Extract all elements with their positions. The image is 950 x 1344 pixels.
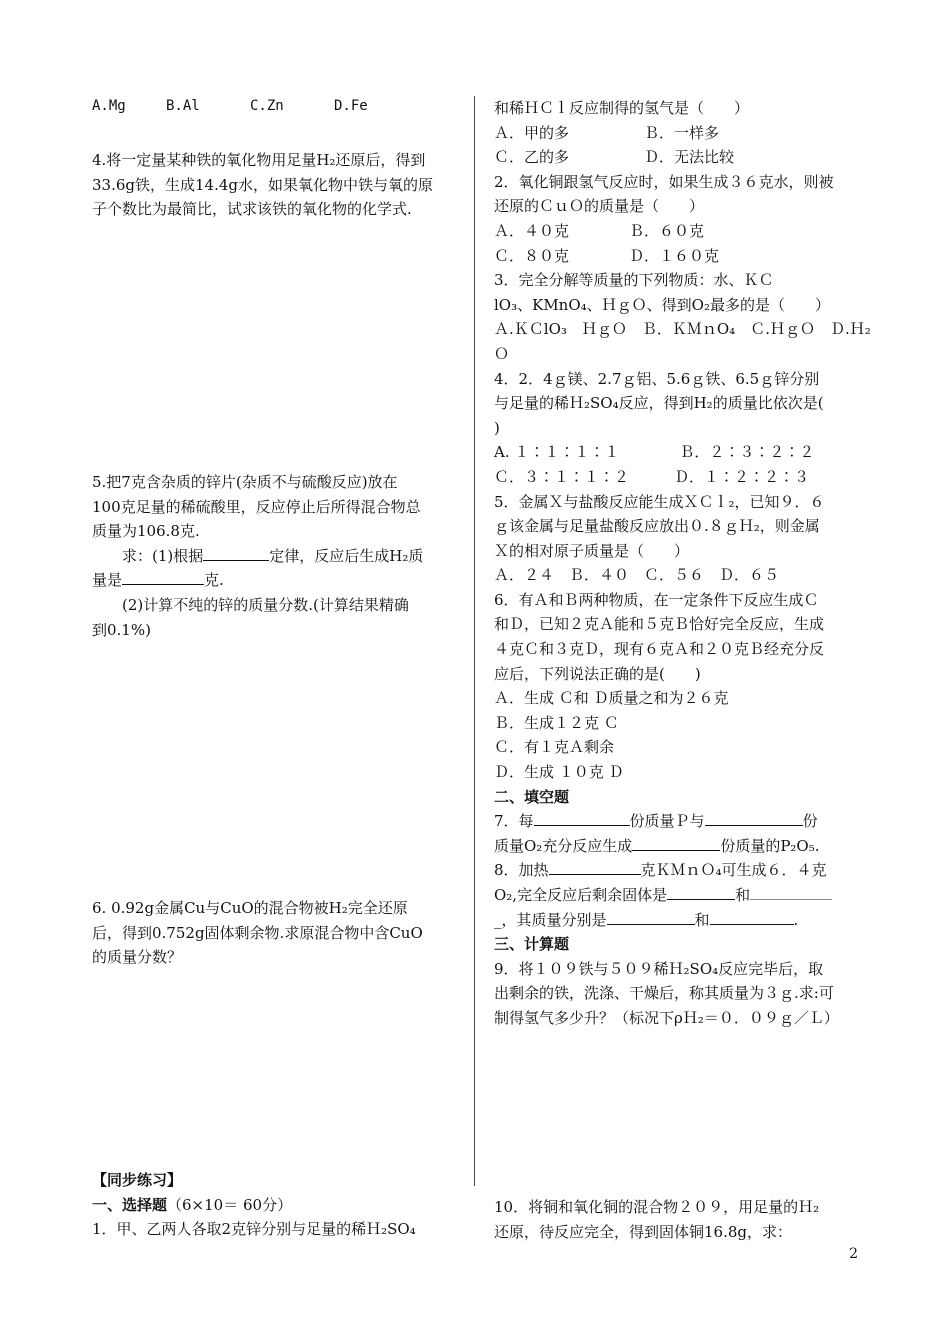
q8-text: . [793,910,799,929]
text-line: A. １∶１∶１∶１ Ｂ．２∶３∶２∶２ [494,443,815,462]
q7-text: 份 [802,812,818,831]
q5-blank-mass[interactable] [122,568,204,585]
question-4 [92,148,464,222]
q8-blank-mass1[interactable] [607,908,695,925]
option-a: A.Mg [92,98,126,114]
q6-line: 6. 0.92g金属Cu与CuO的混合物被H₂完全还原 [92,899,408,917]
option-d: D.Fe [334,98,368,114]
q8-text: _，其质量分别是 [494,910,607,929]
question-6 [92,896,464,970]
q5-sub2-line: 到0.1%) [92,620,151,639]
text-line: Ｃ．乙的多 Ｄ．无法比较 [494,148,735,167]
text-line: Ａ．２４ Ｂ．４０ Ｃ．５６ Ｄ．６５ [494,566,780,585]
q8-text: 和 [694,910,710,929]
text-line: Ｃ．３∶１∶１∶２ Ｄ．１∶２∶２∶３ [494,467,810,486]
q7-blank-p2o5[interactable] [632,834,720,851]
q6-line: 后，得到0.752g固体剩余物.求原混合物中含CuO [92,923,423,942]
q4-line: 子个数比为最简比，试求该铁的氧化物的化学式. [92,200,412,219]
section1-heading [92,1193,464,1218]
q4-line: 4.将一定量某种铁的氧化物用足量H₂还原后，得到 [92,151,426,169]
text-line: Ｏ [494,344,510,363]
section2-title: 二、填空题 [494,787,570,806]
q5-sub1-a: 求：(1)根据 [122,546,204,565]
text-line: 4．2．4ｇ镁、2.7ｇ铝、5.6ｇ铁、6.5ｇ锌分别 [494,369,820,388]
text-line: Ａ．甲的多 Ｂ．一样多 [494,123,720,142]
text-line: 5．金属Ｘ与盐酸反应能生成ＸＣｌ₂，已知９．６ [494,492,825,511]
q8-line3 [494,908,866,933]
option-b: B.Al [166,98,200,114]
section1-score: （6×10＝ 60分） [167,1195,293,1214]
text-line: Ｄ．生成 １０克 Ｄ [494,763,624,782]
text-line: ４克Ｃ和３克Ｄ，现有６克Ａ和２０克Ｂ经充分反 [494,640,825,659]
column-divider [474,96,475,1186]
q8-line2 [494,883,866,908]
text-line: Ａ．４０克 Ｂ．６０克 [494,221,705,240]
q8-text: 克ＫＭｎＯ₄可生成６．４克 [640,861,827,880]
q5-line: 100克足量的稀硫酸里，反应停止后所得混合物总 [92,497,421,516]
q5-sub1-line2 [92,568,464,593]
text-line: 还原的ＣｕＯ的质量是（ ） [494,197,705,216]
q9-line: 出剩余的铁，洗涤、干燥后，称其质量为３ｇ.求:可 [494,984,834,1003]
q7-text: 7．每 [494,812,534,831]
text-line: Ｂ．生成１２克 Ｃ [494,713,619,732]
q8-blank-kmno4[interactable] [549,858,641,875]
text-line: 3．完全分解等质量的下列物质：水、ＫＣ [494,271,774,290]
q5-blank-law[interactable] [203,544,269,561]
q7-blank-o2[interactable] [705,809,803,826]
q5-line: 5.把7克含杂质的锌片(杂质不与硫酸反应)放在 [92,473,398,491]
q4-line: 33.6g铁，生成14.4g水，如果氧化物中铁与氧的原 [92,175,434,194]
q8-text: 8．加热 [494,861,549,880]
q9-line: 9．将１０９铁与５０９稀Ｈ₂SO₄反应完毕后，取 [494,959,824,978]
text-line: lO₃、KMnO₄、ＨｇＯ、得到O₂最多的是（ ） [494,295,830,314]
q8-blank-mass2[interactable] [710,908,794,925]
practice-q1-line: 1．甲、乙两人各取2克锌分别与足量的稀Ｈ₂SO₄ [92,1220,416,1239]
q8-blank-solid2[interactable] [750,883,832,900]
q5-sub1-b: 定律，反应后生成H₂质 [269,546,424,565]
q7-line1 [494,809,866,834]
text-line: Ｃ．８０克 Ｄ．１６０克 [494,246,720,265]
page-number: 2 [849,1246,858,1262]
q7-text: 份质量Ｐ与 [629,812,705,831]
section1-title: 一、选择题 [92,1195,168,1214]
text-line: 2．氧化铜跟氢气反应时，如果生成３６克水，则被 [494,172,834,191]
q9-line: 制得氢气多少升？（标况下ρＨ₂＝０．０９ｇ／Ｌ） [494,1008,839,1027]
question-options-row [92,98,368,114]
right-column-questions [494,96,871,1031]
text-line: Ｃ．有１克Ａ剩余 [494,738,615,757]
sync-practice-title: 【同步练习】 [92,1171,183,1189]
q10-line: 还原，待反应完全，得到固体铜16.8g，求： [494,1222,793,1241]
option-c: C.Zn [250,98,284,114]
text-line: 应后，下列说法正确的是( ) [494,664,701,683]
text-line: 和Ｄ，已知２克Ａ能和５克Ｂ恰好完全反应，生成 [494,615,825,634]
text-line: 和稀ＨＣｌ反应制得的氢气是（ ） [494,99,750,117]
q7-blank-p[interactable] [534,809,630,826]
q8-blank-solid1[interactable] [667,883,735,900]
sync-practice-section [92,1168,464,1242]
q5-sub1-c: 量是 [92,571,123,590]
text-line: Ａ．生成 Ｃ和 Ｄ质量之和为２６克 [494,689,729,708]
q7-line2 [494,834,866,859]
q5-sub2-line: (2)计算不纯的锌的质量分数.(计算结果精确 [122,595,409,614]
text-line: Ａ.ＫＣlO₃ ＨｇＯ Ｂ．ＫＭｎO₄ Ｃ.ＨｇＯ Ｄ.Ｈ₂ [494,320,871,339]
q7-text: 质量O₂充分反应生成 [494,836,633,855]
q7-text: 份质量的P₂O₅. [720,836,820,855]
q5-sub1-line [92,544,464,569]
q8-line1 [494,858,866,883]
q5-sub1-d: 克. [204,571,224,590]
text-line: ) [494,418,500,437]
text-line: ｇ该金属与足量盐酸反应放出０.８ｇＨ₂，则金属 [494,517,820,536]
text-line: 与足量的稀Ｈ₂SO₄反应，得到H₂的质量比依次是( [494,394,824,413]
question-5 [92,470,464,642]
q10-line: 10．将铜和氧化铜的混合物２０９，用足量的Ｈ₂ [494,1198,820,1216]
question-10 [494,1195,866,1244]
q8-text: O₂,完全反应后剩余固体是 [494,886,668,904]
q8-text: 和 [735,886,751,904]
text-line: Ｘ的相对原子质量是（ ） [494,541,690,560]
q5-line: 质量为106.8克. [92,522,200,541]
text-line: 6．有Ａ和Ｂ两种物质，在一定条件下反应生成Ｃ [494,590,819,609]
q6-line: 的质量分数？ [92,948,183,967]
section3-title: 三、计算题 [494,935,570,954]
